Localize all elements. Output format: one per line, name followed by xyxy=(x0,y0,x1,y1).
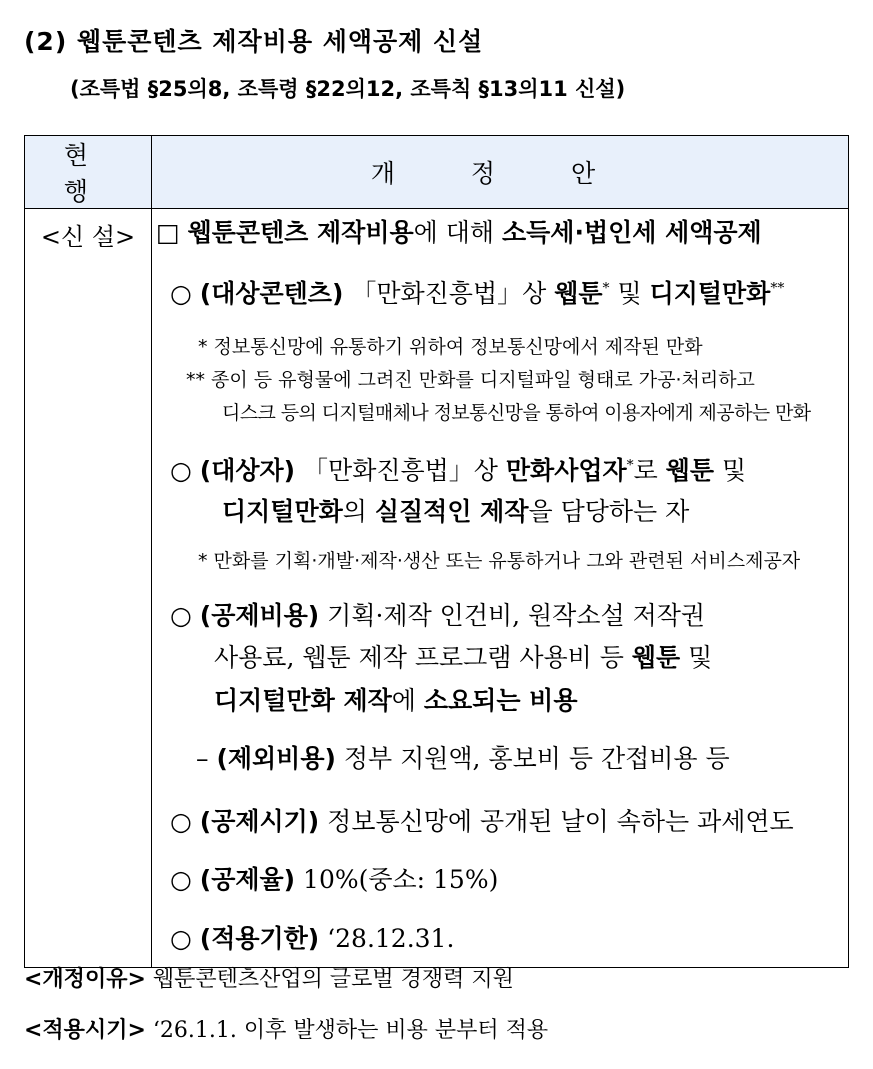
current-cell: <신 설> xyxy=(25,209,152,968)
deduction-rate-item xyxy=(170,860,498,896)
circle-bullet: ○ xyxy=(170,279,192,308)
target-content-bold-1: 웹툰 xyxy=(554,279,603,308)
deduction-cost-text-2: 사용료, 웹툰 제작 프로그램 사용비 등 xyxy=(214,643,632,672)
target-content-item xyxy=(170,274,784,310)
section-subtitle: (조특법 §25의8, 조특령 §22의12, 조특칙 §13의11 신설) xyxy=(70,77,626,101)
circle-bullet: ○ xyxy=(170,807,192,836)
footnote-digital-comic-2: 디스크 등의 디지털매체나 정보통신망을 통하여 이용자에게 제공하는 만화 xyxy=(222,402,811,424)
deduction-cost-text-1: 기획·제작 인건비, 원작소설 저작권 xyxy=(319,601,706,630)
deduction-cost-bold-1: 디지털만화 제작 xyxy=(214,686,392,715)
table-header-row xyxy=(25,136,849,209)
target-person-line2-text-1: 의 xyxy=(342,497,375,526)
excluded-cost-label: (제외비용) xyxy=(216,744,336,773)
target-content-bold-2: 디지털만화 xyxy=(649,279,771,308)
deduction-time-label: (공제시기) xyxy=(199,807,320,836)
application-period-item xyxy=(170,919,454,955)
application-timing xyxy=(24,1013,548,1044)
target-person-item xyxy=(170,451,746,487)
deduction-cost-item xyxy=(170,596,705,632)
proposed-cell xyxy=(152,209,849,968)
target-content-sup-2: ** xyxy=(770,280,785,297)
target-content-text-2: 및 xyxy=(609,279,650,308)
target-content-label: (대상콘텐츠) xyxy=(199,279,344,308)
heading-bold-2: 소득세·법인세 세액공제 xyxy=(502,218,762,247)
deduction-time-text: 정보통신망에 공개된 날이 속하는 과세연도 xyxy=(319,807,794,836)
heading-plain: 에 대해 xyxy=(413,218,502,247)
footnote-comic-business: * 만화를 기획·개발·제작·생산 또는 유통하거나 그와 관련된 서비스제공자 xyxy=(198,550,801,572)
deduction-cost-text-4: 에 xyxy=(391,686,424,715)
deduction-cost-line-3 xyxy=(214,681,577,717)
excluded-cost-item xyxy=(196,739,730,775)
circle-bullet: ○ xyxy=(170,456,192,485)
heading-bold-1: 웹툰콘텐츠 제작비용 xyxy=(187,218,414,247)
deduction-time-item xyxy=(170,802,794,838)
footnote-digital-comic-1: ** 종이 등 유형물에 그려진 만화를 디지털파일 형태로 가공·처리하고 xyxy=(186,369,755,391)
target-person-text-2: 로 xyxy=(633,456,666,485)
deduction-rate-label: (공제율) xyxy=(199,865,296,894)
deduction-rate-text: 10%(중소: 15%) xyxy=(295,865,499,894)
table-body-row xyxy=(25,209,849,968)
proposal-heading xyxy=(156,213,762,249)
deduction-cost-bold-webtoon: 웹툰 xyxy=(631,643,681,672)
target-person-line2-bold-1: 디지털만화 xyxy=(222,497,343,526)
target-person-line2-text-2: 을 담당하는 자 xyxy=(528,497,690,526)
revision-reason xyxy=(24,962,514,993)
excluded-cost-text: 정부 지원액, 홍보비 등 간접비용 등 xyxy=(335,744,730,773)
reform-table xyxy=(24,135,849,968)
target-person-line2-bold-2: 실질적인 제작 xyxy=(374,497,529,526)
deduction-cost-text-3: 및 xyxy=(680,643,713,672)
target-content-sup-1: * xyxy=(602,280,610,297)
revision-reason-label: <개정이유> xyxy=(24,967,146,992)
target-content-text-1: 「만화진흥법」상 xyxy=(351,279,555,308)
application-timing-text: ‘26.1.1. 이후 발생하는 비용 분부터 적용 xyxy=(145,1018,549,1043)
target-person-label: (대상자) xyxy=(199,456,296,485)
circle-bullet: ○ xyxy=(170,601,192,630)
target-person-text-1: 「만화진흥법」상 xyxy=(303,456,506,485)
application-period-text: ‘28.12.31. xyxy=(319,924,455,953)
circle-bullet: ○ xyxy=(170,865,192,894)
target-person-bold-2: 웹툰 xyxy=(665,456,715,485)
target-person-sup-1: * xyxy=(626,457,634,474)
deduction-cost-line-2 xyxy=(214,638,712,674)
header-proposed: 개 정 안 xyxy=(152,136,849,209)
target-person-bold-1: 만화사업자 xyxy=(505,456,627,485)
deduction-cost-bold-2: 소요되는 비용 xyxy=(423,686,578,715)
header-current: 현 행 xyxy=(25,136,152,209)
deduction-cost-label: (공제비용) xyxy=(199,601,320,630)
target-person-text-3: 및 xyxy=(714,456,747,485)
footnote-webtoon: * 정보통신망에 유통하기 위하여 정보통신망에서 제작된 만화 xyxy=(198,336,703,358)
target-person-line-2 xyxy=(222,492,689,528)
dash-bullet: – xyxy=(196,744,209,773)
section-title: (2) 웹툰콘텐츠 제작비용 세액공제 신설 xyxy=(24,27,484,56)
application-period-label: (적용기한) xyxy=(199,924,320,953)
square-bullet: □ xyxy=(156,218,180,247)
circle-bullet: ○ xyxy=(170,924,192,953)
revision-reason-text: 웹툰콘텐츠산업의 글로벌 경쟁력 지원 xyxy=(145,967,514,992)
application-timing-label: <적용시기> xyxy=(24,1018,146,1043)
